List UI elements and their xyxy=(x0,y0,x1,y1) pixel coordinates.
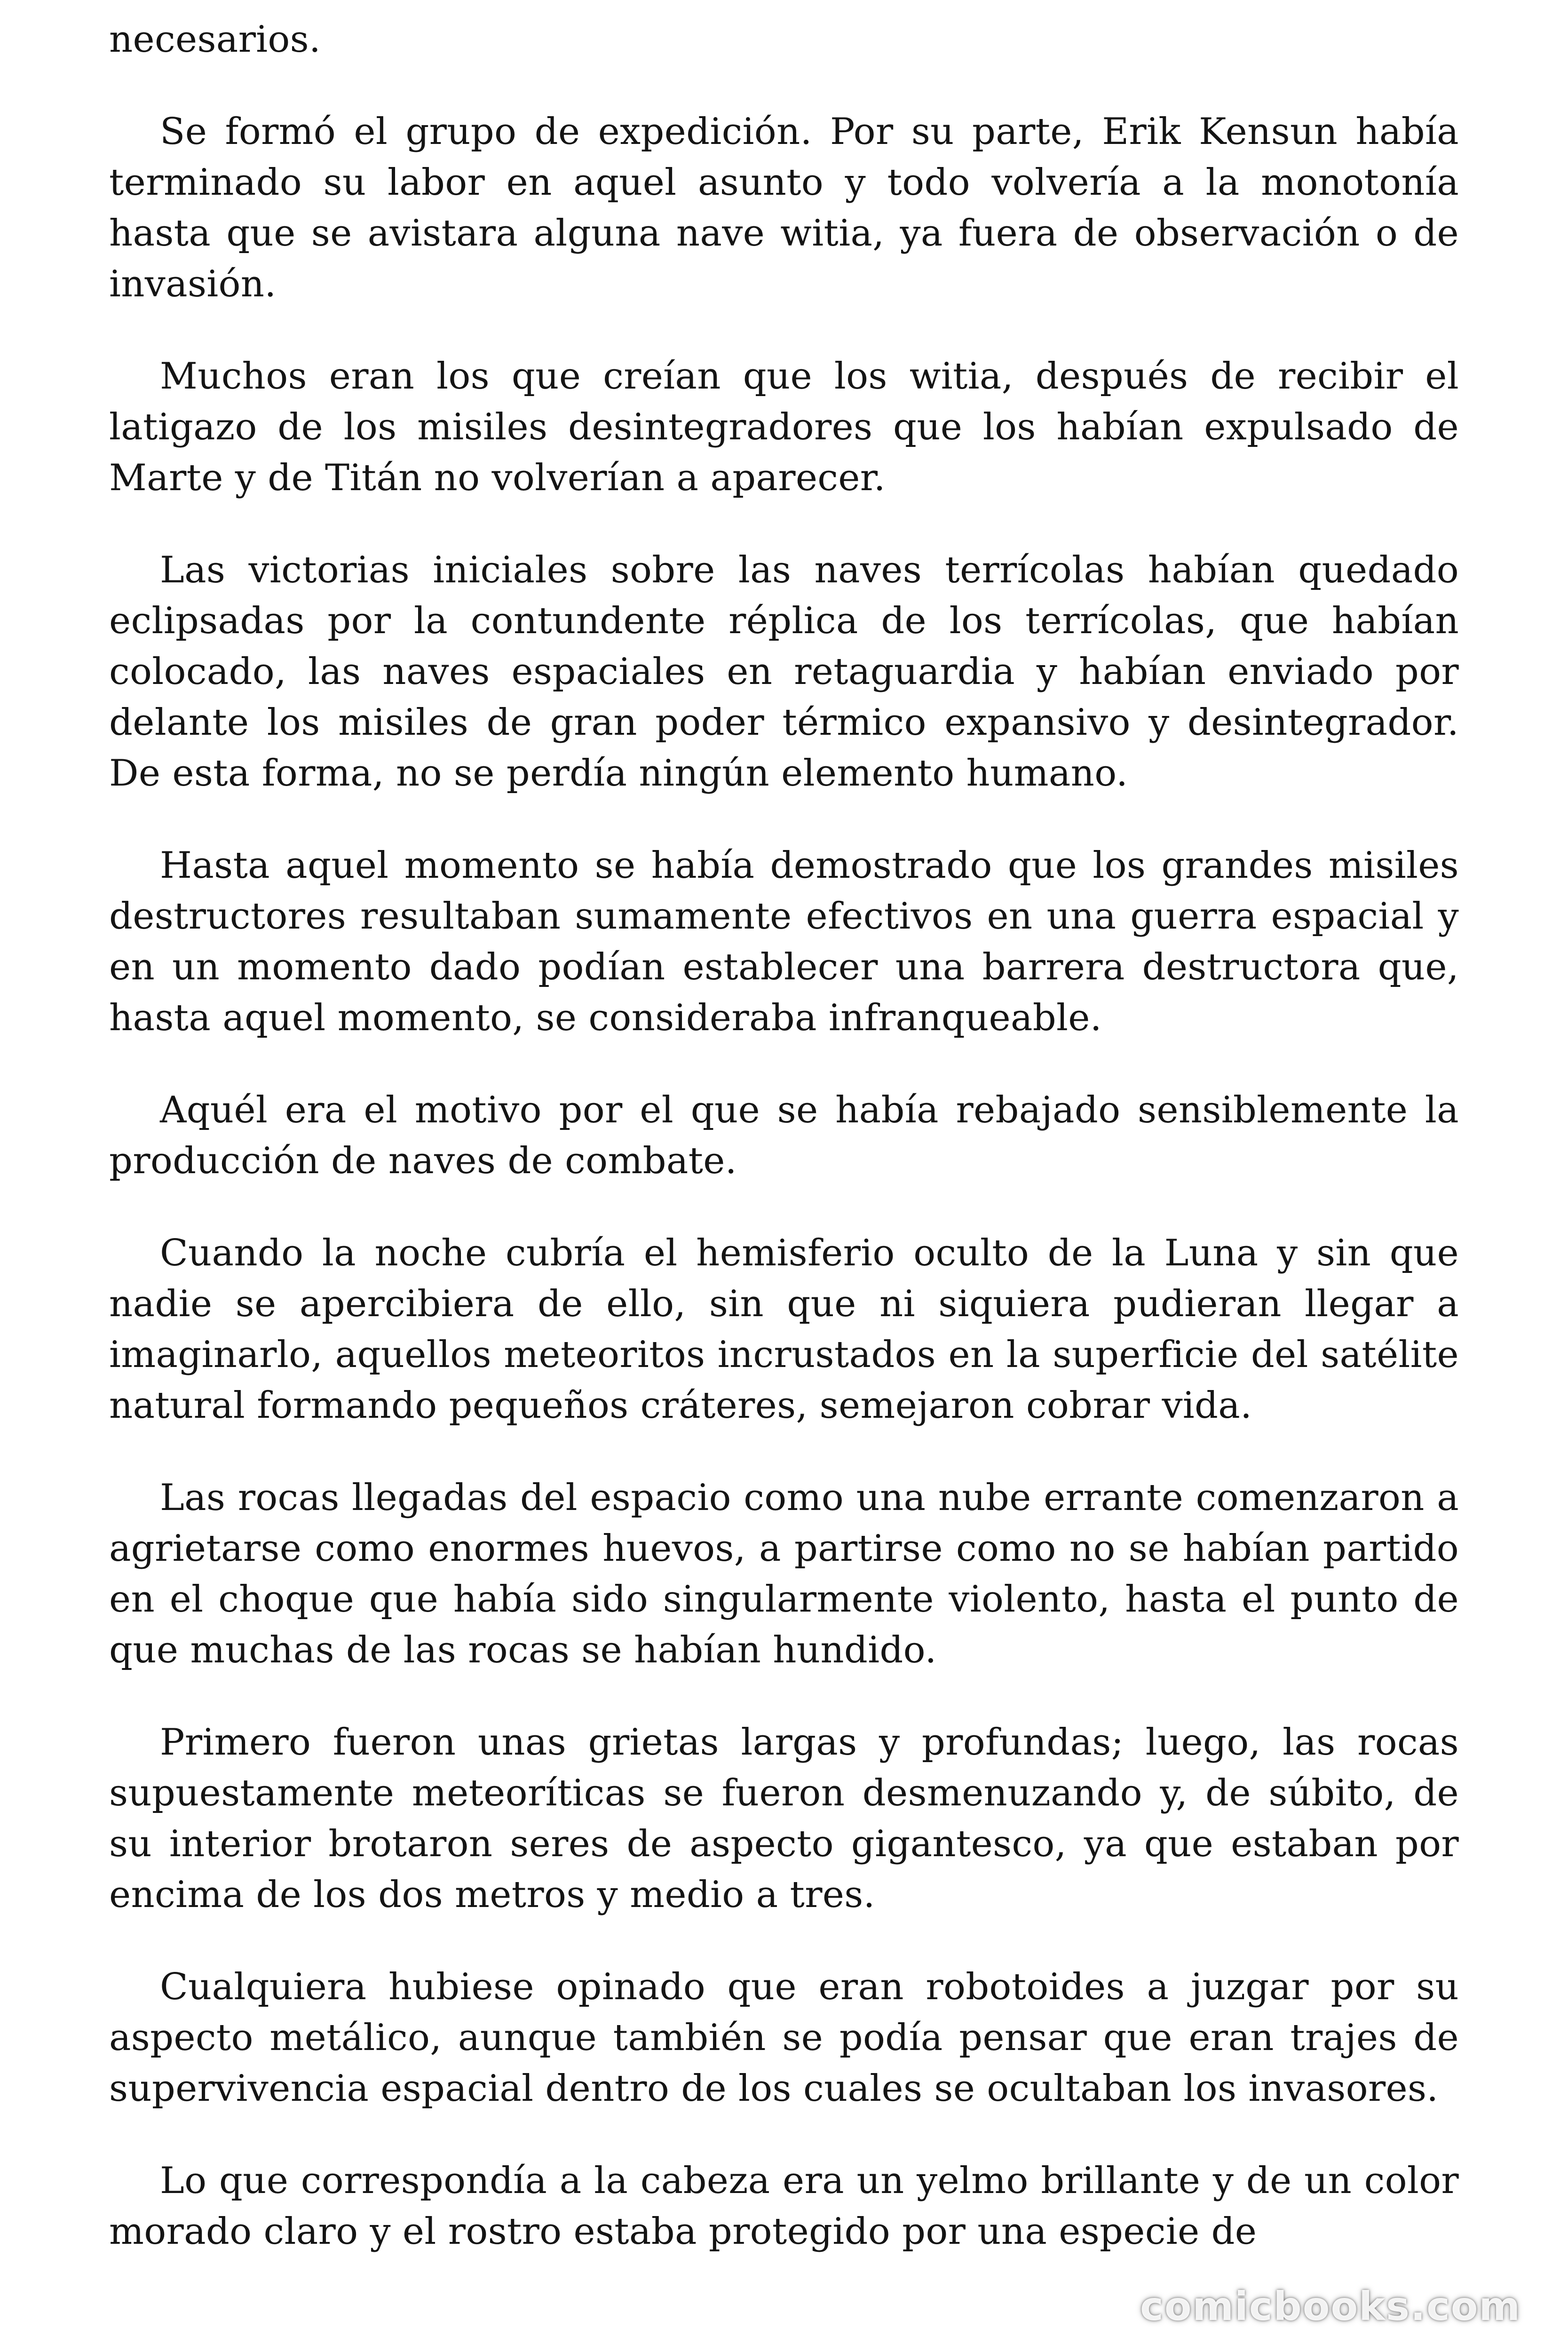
paragraph: Las rocas llegadas del espacio como una nube errante comenzaron a agrietarse como enormes huevos, a partirse como no se habían partido en el choque que había sido singularmente violento, hasta el punto de que muchas de las rocas se habían hundido. xyxy=(109,1477,1459,1671)
paragraph: Aquél era el motivo por el que se había rebajado sensiblemente la producción de naves de combate. xyxy=(109,1089,1459,1182)
paragraph: Muchos eran los que creían que los witia, después de recibir el latigazo de los misiles desintegradores que los habían expulsado de Marte y de Titán no volverían a aparecer. xyxy=(109,355,1459,499)
paragraph: Hasta aquel momento se había demostrado que los grandes misiles destructores resultaban sumamente efectivos en una guerra espacial y en un momento dado podían establecer una barrera destructora que, hasta aquel momento, se consideraba infranqueable. xyxy=(109,844,1459,1039)
paragraph: Cuando la noche cubría el hemisferio oculto de la Luna y sin que nadie se apercibiera de ello, sin que ni siquiera pudieran llegar a imaginarlo, aquellos meteoritos incrustados en la superficie del satélite natural formando pequeños cráteres, semejaron cobrar vida. xyxy=(109,1232,1459,1427)
paragraph: Primero fueron unas grietas largas y profundas; luego, las rocas supuestamente meteoríticas se fueron desmenuzando y, de súbito, de su interior brotaron seres de aspecto gigantesco, ya que estaban por encima de los dos metros y medio a tres. xyxy=(109,1721,1459,1916)
page-body xyxy=(109,14,1459,2298)
watermark: comicbooks.com xyxy=(1135,2283,1526,2329)
paragraph-continuation: necesarios. xyxy=(109,18,321,61)
paragraph: Se formó el grupo de expedición. Por su parte, Erik Kensun había terminado su labor en aquel asunto y todo volvería a la monotonía hasta que se avistara alguna nave witia, ya fuera de observación o de invasión. xyxy=(109,111,1459,305)
paragraph: Las victorias iniciales sobre las naves terrícolas habían quedado eclipsadas por la contundente réplica de los terrícolas, que habían colocado, las naves espaciales en retaguardia y habían enviado por delante los misiles de gran poder térmico expansivo y desintegrador. De esta forma, no se perdía ningún elemento humano. xyxy=(109,549,1459,795)
paragraph: Cualquiera hubiese opinado que eran robotoides a juzgar por su aspecto metálico, aunque también se podía pensar que eran trajes de supervivencia espacial dentro de los cuales se ocultaban los invasores. xyxy=(109,1966,1459,2110)
paragraph: Lo que correspondía a la cabeza era un yelmo brillante y de un color morado claro y el rostro estaba protegido por una especie de xyxy=(109,2160,1459,2253)
